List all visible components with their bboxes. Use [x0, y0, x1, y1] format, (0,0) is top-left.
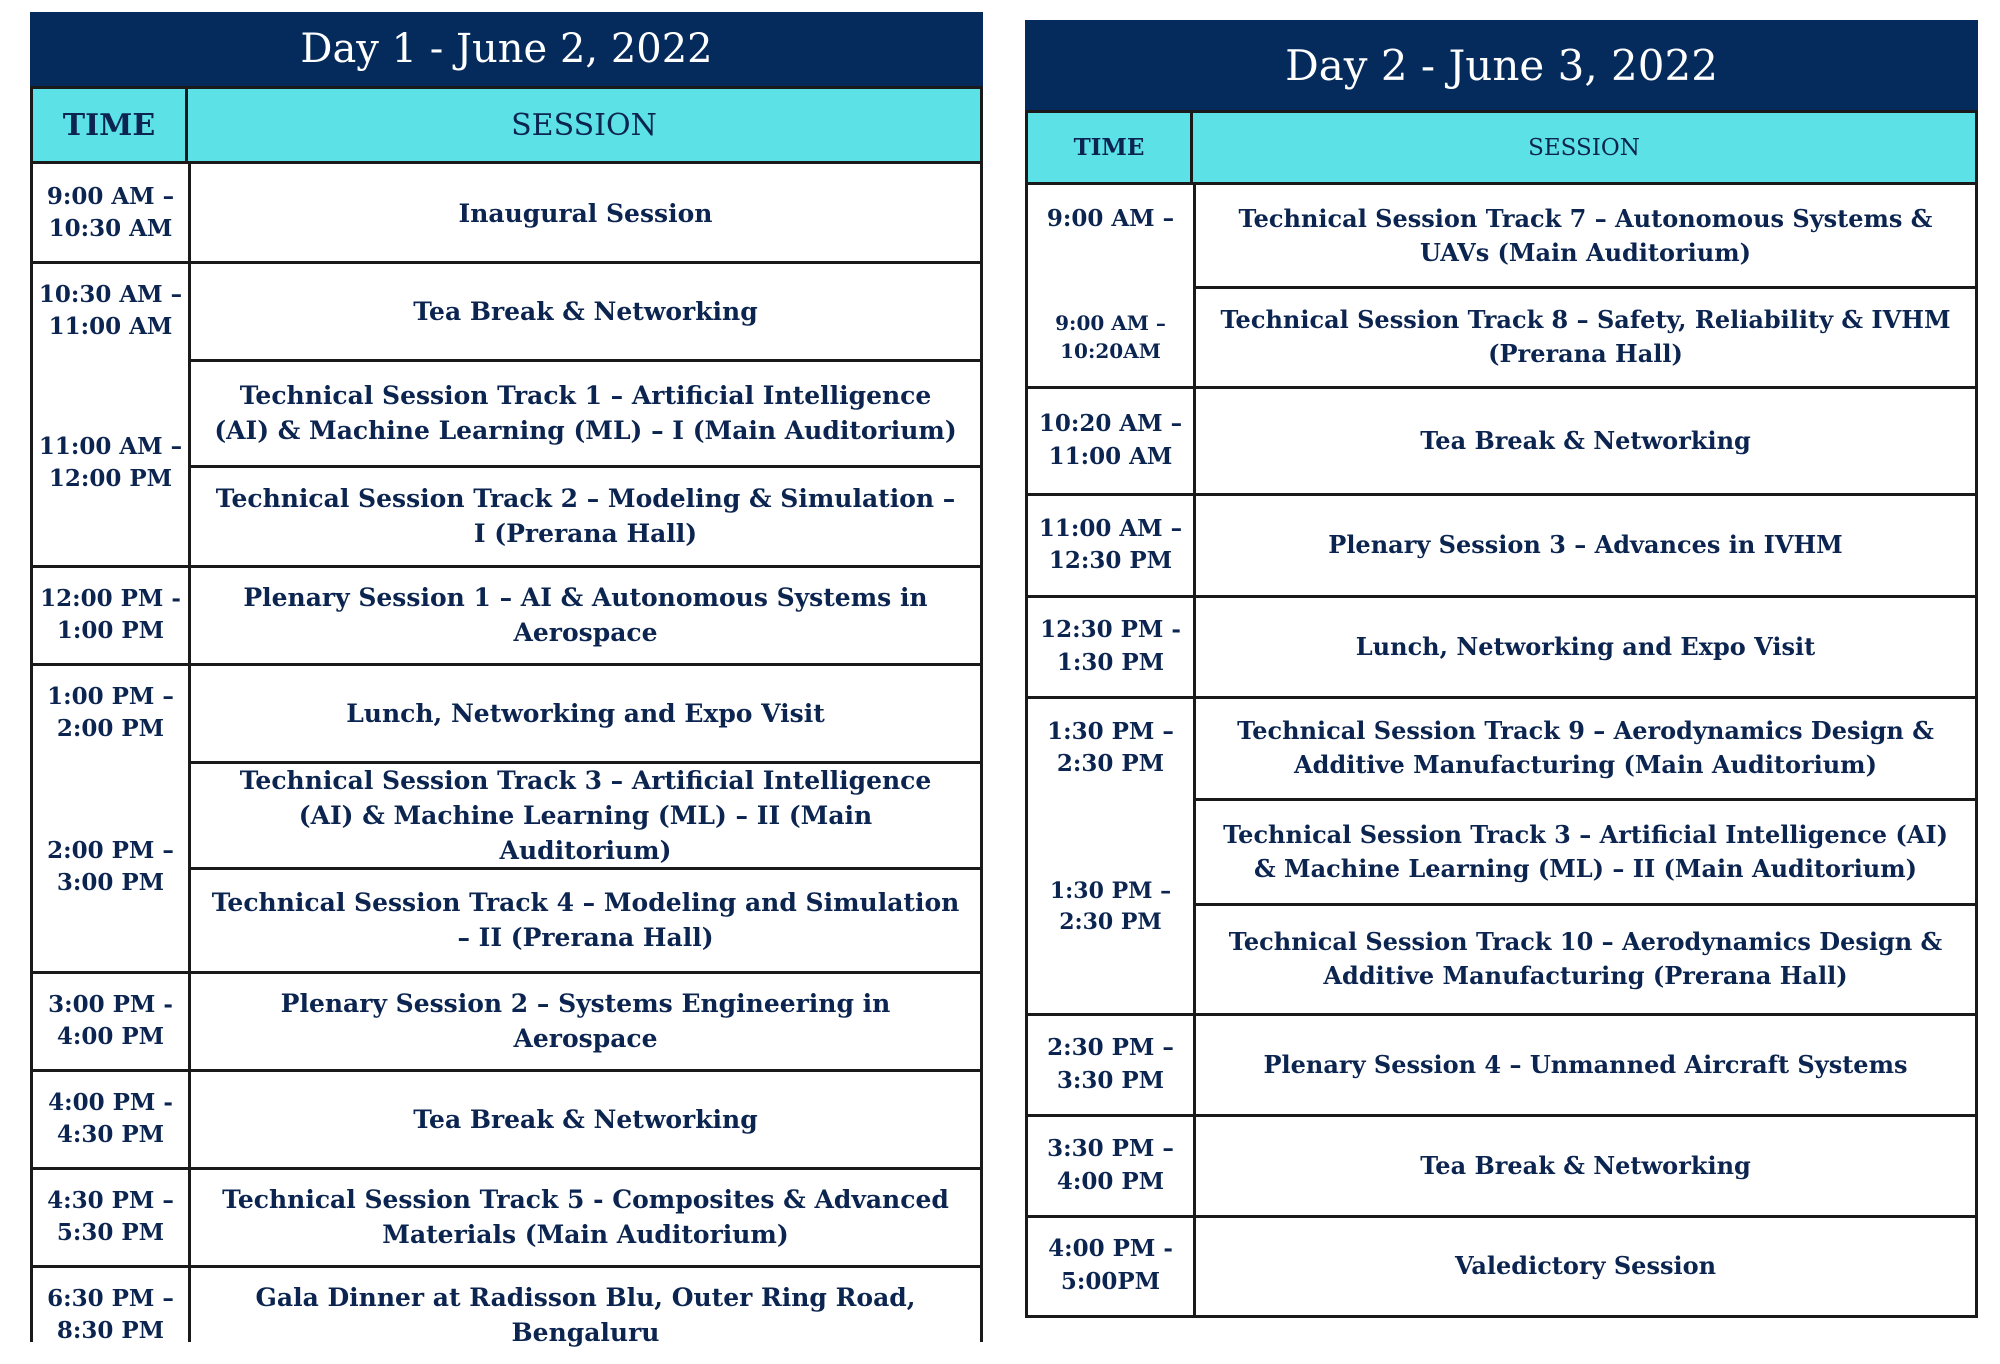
- row-divider: [1196, 286, 1975, 289]
- row-divider: [1028, 696, 1975, 699]
- row-divider: [1028, 595, 1975, 598]
- day1-session-cell: Plenary Session 1 – AI & Autonomous Systems in Aerospace: [243, 583, 928, 647]
- day1-session-cell: Technical Session Track 1 – Artificial Intelligence (AI) & Machine Learning (ML) – I (Main Auditorium): [214, 381, 957, 445]
- day1-session-cell: Inaugural Session: [458, 198, 713, 228]
- row-divider: [191, 359, 980, 362]
- row-divider: [33, 1265, 980, 1268]
- day2-time-cell: 9:00 AM –: [1046, 205, 1175, 232]
- day1-schedule-table: [30, 12, 983, 1347]
- day2-title: Day 2 - June 3, 2022: [1285, 40, 1718, 90]
- day1-session-header: SESSION: [188, 86, 980, 164]
- day1-time-cell: 12:00 PM - 1:00 PM: [40, 584, 181, 644]
- day1-session-cell: Tea Break & Networking: [413, 296, 758, 326]
- day2-session-header: SESSION: [1193, 110, 1975, 185]
- day2-time-cell: 4:00 PM - 5:00PM: [1048, 1235, 1173, 1295]
- row-divider: [1028, 493, 1975, 496]
- row-divider: [1196, 903, 1975, 906]
- day2-session-cell: Technical Session Track 10 – Aerodynamics Design & Additive Manufacturing (Prerana Hall): [1228, 927, 1943, 990]
- row-divider: [191, 465, 980, 468]
- day2-session-cell: Valedictory Session: [1454, 1250, 1717, 1280]
- day1-session-cell: Plenary Session 2 – Systems Engineering in Aerospace: [280, 989, 891, 1053]
- row-divider: [33, 1167, 980, 1170]
- row-divider: [33, 971, 980, 974]
- day2-schedule-table: [1025, 20, 1978, 1318]
- day1-session-cell: Tea Break & Networking: [413, 1104, 758, 1134]
- day1-title: Day 1 - June 2, 2022: [300, 26, 713, 72]
- day1-session-cell: Technical Session Track 2 – Modeling & Simulation – I (Prerana Hall): [215, 484, 956, 548]
- day2-session-cell: Tea Break & Networking: [1420, 425, 1751, 455]
- day1-time-cell: 1:00 PM – 2:00 PM: [47, 682, 174, 742]
- row-divider: [1028, 1215, 1975, 1218]
- row-divider: [33, 663, 980, 666]
- day2-time-cell: 11:00 AM – 12:30 PM: [1038, 514, 1183, 574]
- day1-session-cell: Technical Session Track 4 – Modeling and Simulation – II (Prerana Hall): [211, 888, 960, 952]
- day2-session-cell: Technical Session Track 8 – Safety, Reliability & IVHM (Prerana Hall): [1220, 305, 1951, 368]
- day2-session-cell: Technical Session Track 3 – Artificial Intelligence (AI) & Machine Learning (ML) – II (Main Auditorium): [1223, 819, 1948, 883]
- day2-time-cell: 10:20 AM – 11:00 AM: [1038, 410, 1183, 470]
- day1-time-cell: 2:00 PM – 3:00 PM: [47, 836, 174, 896]
- day2-time-cell: 12:30 PM - 1:30 PM: [1040, 616, 1181, 676]
- day1-session-cell: Technical Session Track 3 – Artificial Intelligence (AI) & Machine Learning (ML) – II (Main Auditorium): [239, 765, 932, 865]
- row-divider: [33, 565, 980, 568]
- day1-time-header: TIME: [33, 86, 188, 164]
- day1-time-cell: 4:00 PM - 4:30 PM: [48, 1088, 173, 1148]
- day2-title-banner: [1025, 20, 1978, 110]
- day2-session-cell: Technical Session Track 9 – Aerodynamics Design & Additive Manufacturing (Main Auditorium): [1237, 716, 1934, 779]
- day1-time-cell: 3:00 PM - 4:00 PM: [48, 990, 173, 1050]
- day2-session-cell: Tea Break & Networking: [1420, 1150, 1751, 1180]
- day1-title-banner: [30, 12, 983, 86]
- day1-session-cell: Lunch, Networking and Expo Visit: [346, 698, 825, 728]
- row-divider: [33, 1069, 980, 1072]
- day2-session-cell: Plenary Session 3 – Advances in IVHM: [1328, 530, 1843, 560]
- day2-time-cell: 1:30 PM – 2:30 PM: [1049, 877, 1172, 935]
- row-divider: [1028, 386, 1975, 389]
- day2-time-cell: 3:30 PM – 4:00 PM: [1047, 1135, 1174, 1195]
- day1-session-cell: Gala Dinner at Radisson Blu, Outer Ring Road, Bengaluru: [255, 1283, 916, 1347]
- day1-grid: [30, 86, 983, 1347]
- row-divider: [191, 867, 980, 870]
- day2-session-cell: Lunch, Networking and Expo Visit: [1355, 631, 1816, 661]
- row-divider: [1028, 1013, 1975, 1016]
- day2-session-cell: Technical Session Track 7 – Autonomous Systems & UAVs (Main Auditorium): [1238, 204, 1933, 267]
- day1-time-cell: 11:00 AM – 12:00 PM: [38, 432, 183, 492]
- row-divider: [1196, 798, 1975, 801]
- day2-session-cell: Plenary Session 4 – Unmanned Aircraft Systems: [1263, 1049, 1908, 1079]
- day2-time-cell: 1:30 PM – 2:30 PM: [1047, 717, 1174, 777]
- day2-time-header: TIME: [1028, 110, 1193, 185]
- row-divider: [1028, 1114, 1975, 1117]
- day1-time-cell: 4:30 PM – 5:30 PM: [47, 1186, 174, 1246]
- row-divider: [191, 761, 980, 764]
- day2-time-cell: 9:00 AM –10:20AM: [1055, 311, 1166, 363]
- day2-grid: [1025, 110, 1978, 1315]
- day1-time-cell: 6:30 PM – 8:30 PM: [47, 1284, 174, 1344]
- day1-time-cell: 10:30 AM – 11:00 AM: [38, 280, 183, 340]
- day1-time-cell: 9:00 AM – 10:30 AM: [46, 182, 175, 242]
- day2-time-cell: 2:30 PM – 3:30 PM: [1047, 1034, 1174, 1094]
- row-divider: [33, 261, 980, 264]
- day1-session-cell: Technical Session Track 5 - Composites & Advanced Materials (Main Auditorium): [222, 1185, 949, 1249]
